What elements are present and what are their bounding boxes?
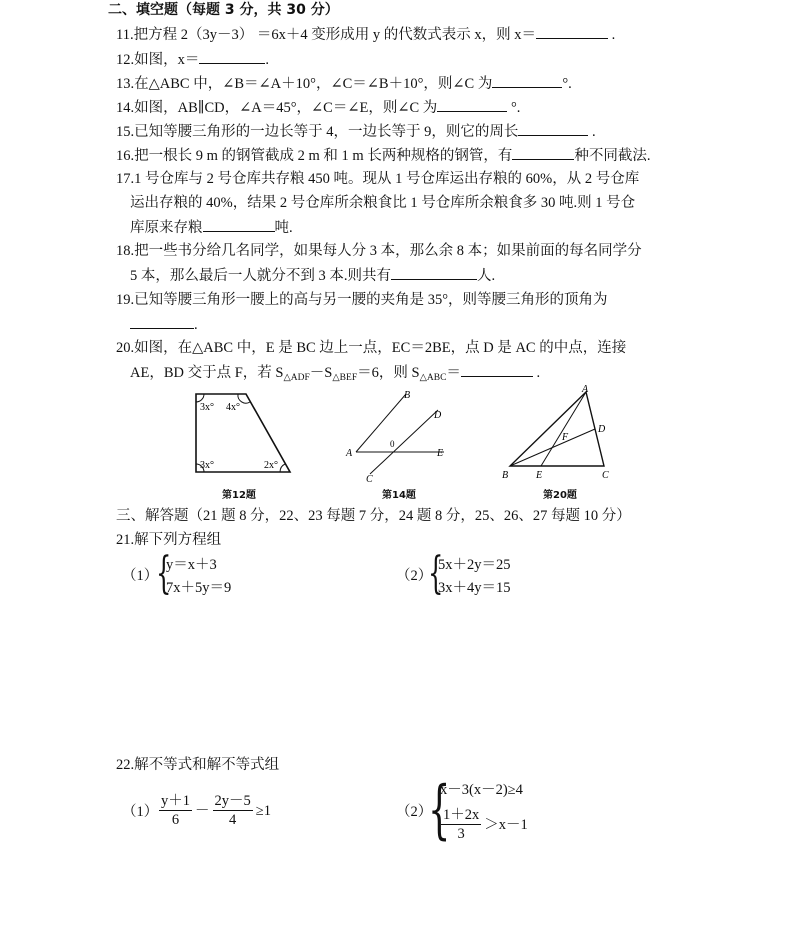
point-label: B (404, 390, 411, 401)
point-label: E (536, 470, 543, 481)
question-text: 11.把方程 2（3y－3） ＝6x＋4 变形成用 y 的代数式表示 x，则 x＝ (116, 27, 536, 43)
triangle-abc (510, 392, 604, 466)
question-tail: °. (562, 76, 572, 92)
inequality-1 (156, 792, 271, 829)
question-17-line-1: 17.1 号仓库与 2 号仓库共存粮 450 吨。现从 1 号仓库运出存粮的 60%，从 2 号仓库 (116, 171, 640, 187)
system-brace: { (428, 548, 444, 599)
section-3-heading: 三、解答题（21 题 8 分，22、23 每题 7 分，24 题 8 分，25、26、27 每题 10 分） (116, 508, 631, 524)
question-18-line-2 (130, 265, 495, 286)
numerator: 1＋2x (443, 807, 480, 823)
angle-arc (280, 464, 285, 472)
point-label: C (366, 474, 373, 484)
answer-blank[interactable] (492, 73, 562, 88)
question-text: ＝6，则 S (357, 365, 420, 381)
question-tail: 种不同截法. (574, 148, 651, 164)
question-tail: 人. (477, 268, 496, 284)
part-label: （2） (396, 804, 433, 820)
fraction (213, 792, 253, 829)
equation: 3x＋4y＝15 (438, 580, 511, 596)
denominator: 6 (171, 812, 180, 828)
fraction (159, 792, 192, 829)
answer-blank[interactable] (512, 145, 574, 160)
subscript: △ADF (283, 373, 310, 383)
answer-blank[interactable] (203, 217, 275, 232)
point-label: F (562, 432, 569, 443)
question-text: ＝ (446, 365, 461, 381)
question-tail: 吨. (274, 220, 293, 236)
question-text: 12.如图，x＝ (116, 52, 200, 68)
point-label: A (582, 384, 589, 395)
part-label: （2） (396, 568, 433, 584)
question-text: －S (309, 365, 333, 381)
answer-blank[interactable] (518, 121, 588, 136)
figure-12-caption: 第12题 (222, 490, 256, 501)
question-tail: . (592, 124, 596, 140)
question-15 (116, 121, 596, 142)
answer-blank[interactable] (199, 49, 265, 64)
section-2-heading: 二、填空题（每题 3 分，共 30 分） (108, 2, 339, 18)
question-text: 13.在△ABC 中，∠B＝∠A＋10°，∠C＝∠B＋10°，则∠C 为 (116, 76, 493, 92)
operator: － (195, 802, 210, 819)
inequality: x－3(x－2)≥4 (440, 782, 523, 798)
answer-blank[interactable] (391, 265, 477, 280)
relation: ＞x－1 (484, 816, 528, 833)
question-tail: . (194, 317, 198, 333)
angle-label: 2x° (264, 460, 278, 471)
question-19-line-1: 19.已知等腰三角形一腰上的高与另一腰的夹角是 35°，则等腰三角形的顶角为 (116, 292, 608, 308)
question-tail: °. (510, 100, 521, 116)
question-tail: . (536, 365, 541, 381)
answer-blank[interactable] (130, 314, 194, 329)
question-19-line-2 (130, 314, 198, 335)
question-17-line-3 (130, 217, 293, 238)
question-14 (116, 97, 520, 118)
part-label: （1） (122, 804, 159, 820)
point-label: A (346, 448, 353, 459)
question-21-title: 21.解下列方程组 (116, 532, 222, 548)
figure-14-caption: 第14题 (382, 490, 416, 501)
line-cd (370, 410, 438, 474)
equation: 5x＋2y＝25 (438, 557, 511, 573)
fraction (441, 806, 481, 843)
point-label: C (602, 470, 609, 481)
angle-arc (196, 394, 204, 402)
question-13 (116, 73, 572, 94)
figure-20-caption: 第20题 (543, 490, 577, 501)
question-tail: . (611, 27, 616, 43)
figure-14-parallel-lines (340, 384, 460, 484)
point-label: D (598, 424, 606, 435)
question-18-line-1: 18.把一些书分给几名同学，如果每人分 3 本，那么余 8 本；如果前面的每名同学分 (116, 243, 642, 259)
point-label: B (502, 470, 509, 481)
system-brace: { (156, 548, 172, 599)
subscript: △BEF (332, 373, 358, 383)
question-text: 14.如图，AB∥CD，∠A＝45°，∠C＝∠E，则∠C 为 (116, 100, 438, 116)
question-text: 15.已知等腰三角形的一边长等于 4，一边长等于 9，则它的周长 (116, 124, 519, 140)
line-ab (356, 394, 406, 452)
point-label: E (437, 448, 444, 459)
denominator: 3 (457, 826, 465, 842)
angle-label: 3x° (200, 402, 214, 413)
numerator: y＋1 (161, 793, 190, 809)
angle-label: 3x° (200, 460, 214, 471)
question-17-line-2: 运出存粮的 40%，结果 2 号仓库所余粮食比 1 号仓库所余粮食多 30 吨.则 1 号仓 (130, 195, 636, 211)
equation: 7x＋5y＝9 (166, 580, 232, 596)
answer-blank[interactable] (461, 362, 533, 377)
figure-12-trapezoid (180, 384, 310, 482)
subscript: △ABC (419, 373, 447, 383)
point-label: D (434, 410, 442, 421)
equation: y＝x＋3 (166, 557, 217, 573)
numerator: 2y－5 (214, 793, 251, 809)
figure-20-triangle (496, 382, 626, 484)
question-16 (116, 145, 650, 166)
question-11 (116, 24, 615, 45)
relation: ≥1 (255, 802, 271, 819)
question-22-title: 22.解不等式和解不等式组 (116, 757, 280, 773)
system-brace: { (428, 773, 451, 847)
part-label: （1） (122, 568, 159, 584)
denominator: 4 (229, 812, 237, 828)
question-tail: . (265, 52, 269, 68)
question-text: 16.把一根长 9 m 的钢管截成 2 m 和 1 m 长两种规格的钢管，有 (116, 148, 513, 164)
inequality (438, 806, 528, 843)
line-bd (510, 429, 595, 466)
question-text: AE，BD 交于点 F，若 S (130, 365, 284, 381)
question-12 (116, 49, 269, 70)
question-text: 5 本，那么最后一人就分不到 3 本.则共有 (130, 268, 391, 284)
question-text: 库原来存粮 (130, 220, 203, 236)
angle-label: 4x° (226, 402, 240, 413)
answer-blank[interactable] (536, 24, 608, 39)
question-20-line-1: 20.如图，在△ABC 中，E 是 BC 边上一点，EC＝2BE，点 D 是 AC 的中点，连接 (116, 340, 627, 356)
answer-blank[interactable] (437, 97, 507, 112)
point-label: 0 (390, 439, 395, 449)
